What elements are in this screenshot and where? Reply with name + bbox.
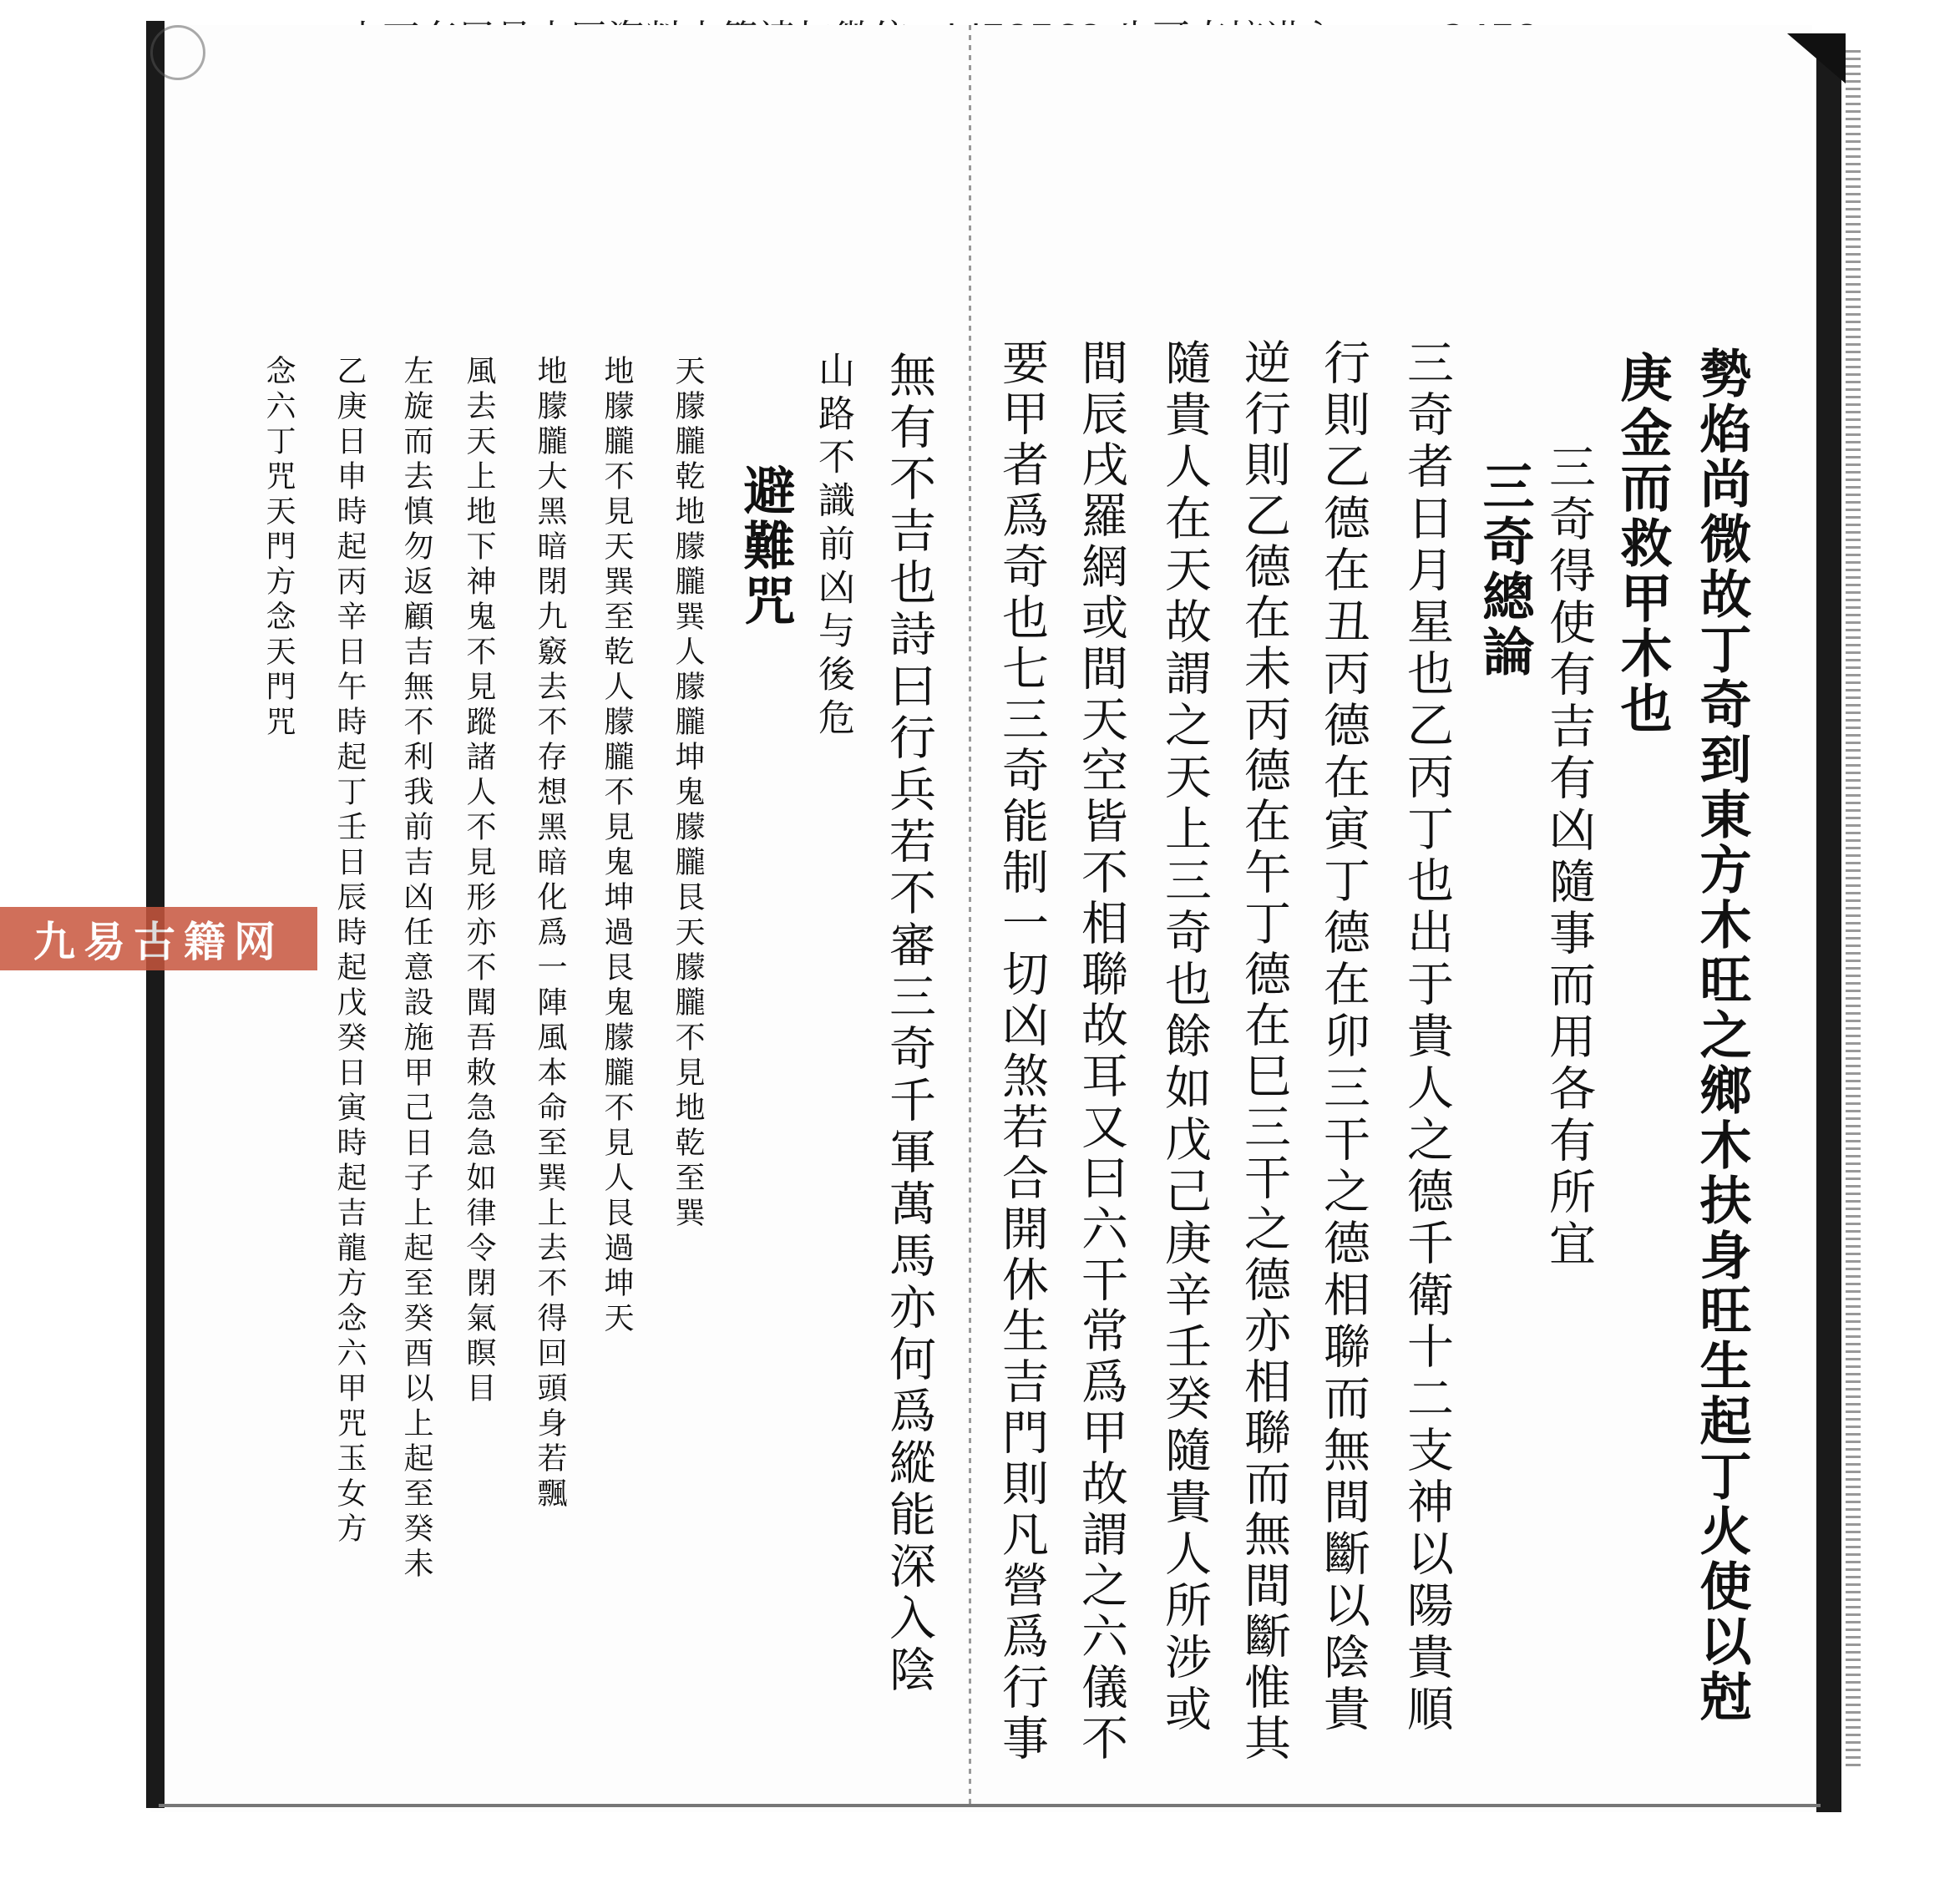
right-col-8: 隨貴人在天故謂之天上三奇也餘如戊己庚辛壬癸隨貴人所涉或 (1157, 338, 1212, 1736)
left-col-9: 乙庚日申時起丙辛日午時起丁壬日辰時起戊癸日寅時起吉龍方念六甲咒玉女方 (332, 355, 367, 1547)
left-col-2: 山路不識前凶与後危 (812, 351, 854, 742)
right-col-9: 間辰戌羅網或間天空皆不相聯故耳又曰六干常爲甲故謂之六儀不 (1074, 338, 1128, 1765)
right-col-6: 行則乙德在丑丙德在寅丁德在卯三干之德相聯而無間斷以陰貴 (1316, 338, 1370, 1736)
right-col-2: 庚金而救甲木也 (1612, 351, 1673, 737)
right-col-1: 勢焰尚微故丁奇到東方木旺之鄉木扶身旺生起丁火使以尅 (1691, 347, 1752, 1725)
right-col-10: 要甲者爲奇也七三奇能制一切凶煞若合開休生吉門則凡營爲行事 (995, 338, 1049, 1765)
left-col-10: 念六丁咒天門方念天門咒 (261, 355, 296, 741)
right-page-border (1816, 42, 1841, 1812)
left-col-5: 地朦朧不見天巽至乾人朦朧不見鬼坤過艮鬼朦朧不見人艮過坤天 (600, 355, 634, 1337)
book-gutter (969, 25, 971, 1808)
page-edge-texture (1846, 50, 1861, 1770)
site-watermark: 九易古籍网 (0, 907, 317, 970)
right-col-5: 三奇者日月星也乙丙丁也出于貴人之德千衛十二支神以陽貴順 (1400, 338, 1454, 1736)
left-col-7: 風去天上地下神鬼不見蹤諸人不見形亦不聞吾敕急急如律令閉氣瞑目 (462, 355, 496, 1407)
section-heading-sanqi: 三奇總論 (1474, 459, 1535, 680)
right-col-7: 逆行則乙德在未丙德在午丁德在巳三干之德亦相聯而無間斷惟其 (1237, 338, 1291, 1765)
left-col-8: 左旋而去慎勿返顧吉無不利我前吉凶任意設施甲己日子上起至癸酉以上起至癸未 (399, 355, 433, 1583)
seal-mark-icon (150, 25, 205, 80)
left-col-1: 無有不吉也詩曰行兵若不審三奇千軍萬馬亦何爲縱能深入陰 (882, 351, 936, 1697)
left-col-6: 地朦朧大黑暗閉九竅去不存想黑暗化爲一陣風本命至巽上去不得回頭身若飄 (533, 355, 567, 1512)
left-col-4: 天朦朧乾地朦朧巽人朦朧坤鬼朦朧艮天朦朧不見地乾至巽 (671, 355, 705, 1232)
page-bottom-edge (159, 1804, 1821, 1807)
section-heading-binan: 避難咒 (735, 463, 796, 629)
right-col-3: 三奇得使有吉有凶隨事而用各有所宜 (1542, 443, 1596, 1271)
page-corner-mark (1787, 33, 1846, 84)
